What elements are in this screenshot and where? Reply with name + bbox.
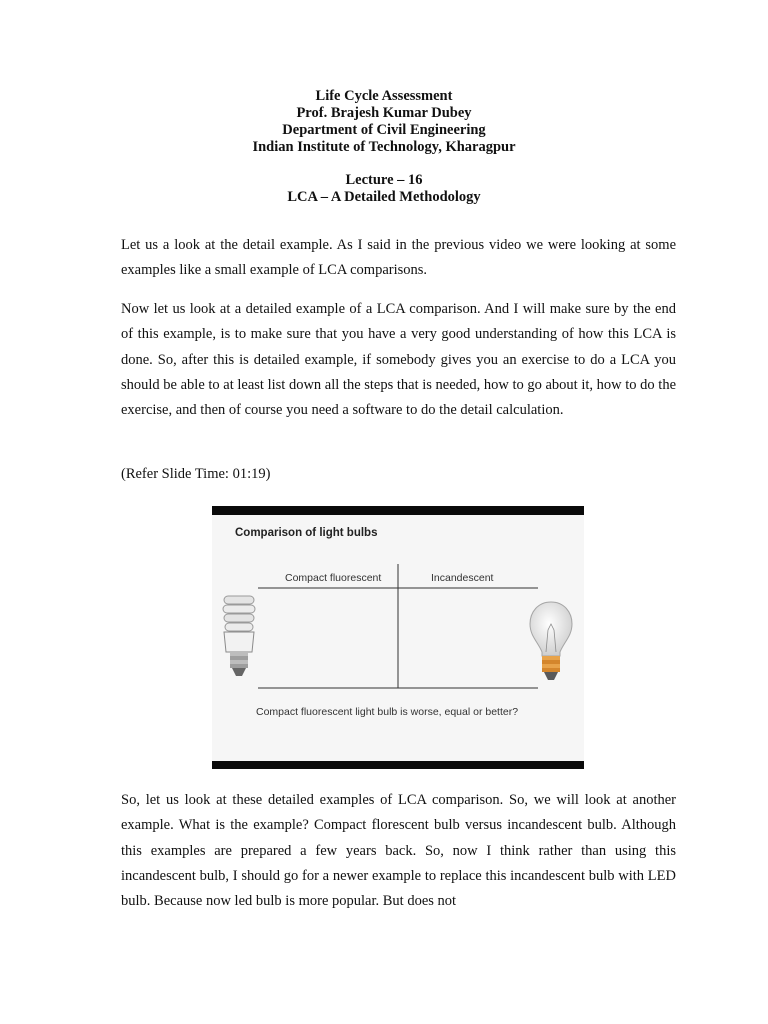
paragraph-1: Let us a look at the detail example. As I said in the previous video we were looking at some examples like a small example of LCA comparisons. [121,237,676,279]
lecture-title: LCA – A Detailed Methodology [287,189,481,205]
slide-graphics [212,506,584,769]
professor-name: Prof. Brajesh Kumar Dubey [296,105,472,121]
column-header-cfl: Compact fluorescent [285,572,382,584]
column-header-incandescent: Incandescent [431,572,494,584]
lecture-number: Lecture – 16 [345,172,423,188]
course-title: Life Cycle Assessment [315,88,453,104]
slide-bottom-bar [212,761,584,769]
cfl-bulb-icon [223,596,255,676]
lecture-slide-image [212,506,584,769]
slide-time-reference: (Refer Slide Time: 01:19) [121,466,271,482]
paragraph-2: Now let us look at a detailed example of a LCA comparison. And I will make sure by the end of this example, is to make sure that you have a very good understanding of how this LCA is done. So, after this is detailed example, if somebody gives you an exercise to do a LCA you should be able to at least list down all the steps that is needed, how to go about it, how to do the exercise, and then of course you need a software to do the detail calculation. [121,301,676,419]
document-header [0,88,768,206]
slide-question: Compact fluorescent light bulb is worse, equal or better? [256,706,519,718]
institute-name: Indian Institute of Technology, Kharagpur [252,139,516,155]
paragraph-4: So, let us look at these detailed examples of LCA comparison. So, we will look at another example. What is the example? Compact florescent bulb versus incandescent bulb. Although this examples are prepared a few years back. So, now I think rather than using this incandescent bulb, I should go for a newer example to replace this incandescent bulb with LED bulb. Because now led bulb is more popular. But does not [121,792,676,910]
department-name: Department of Civil Engineering [282,122,486,138]
incandescent-bulb-icon [530,602,572,680]
slide-title: Comparison of light bulbs [235,527,378,539]
